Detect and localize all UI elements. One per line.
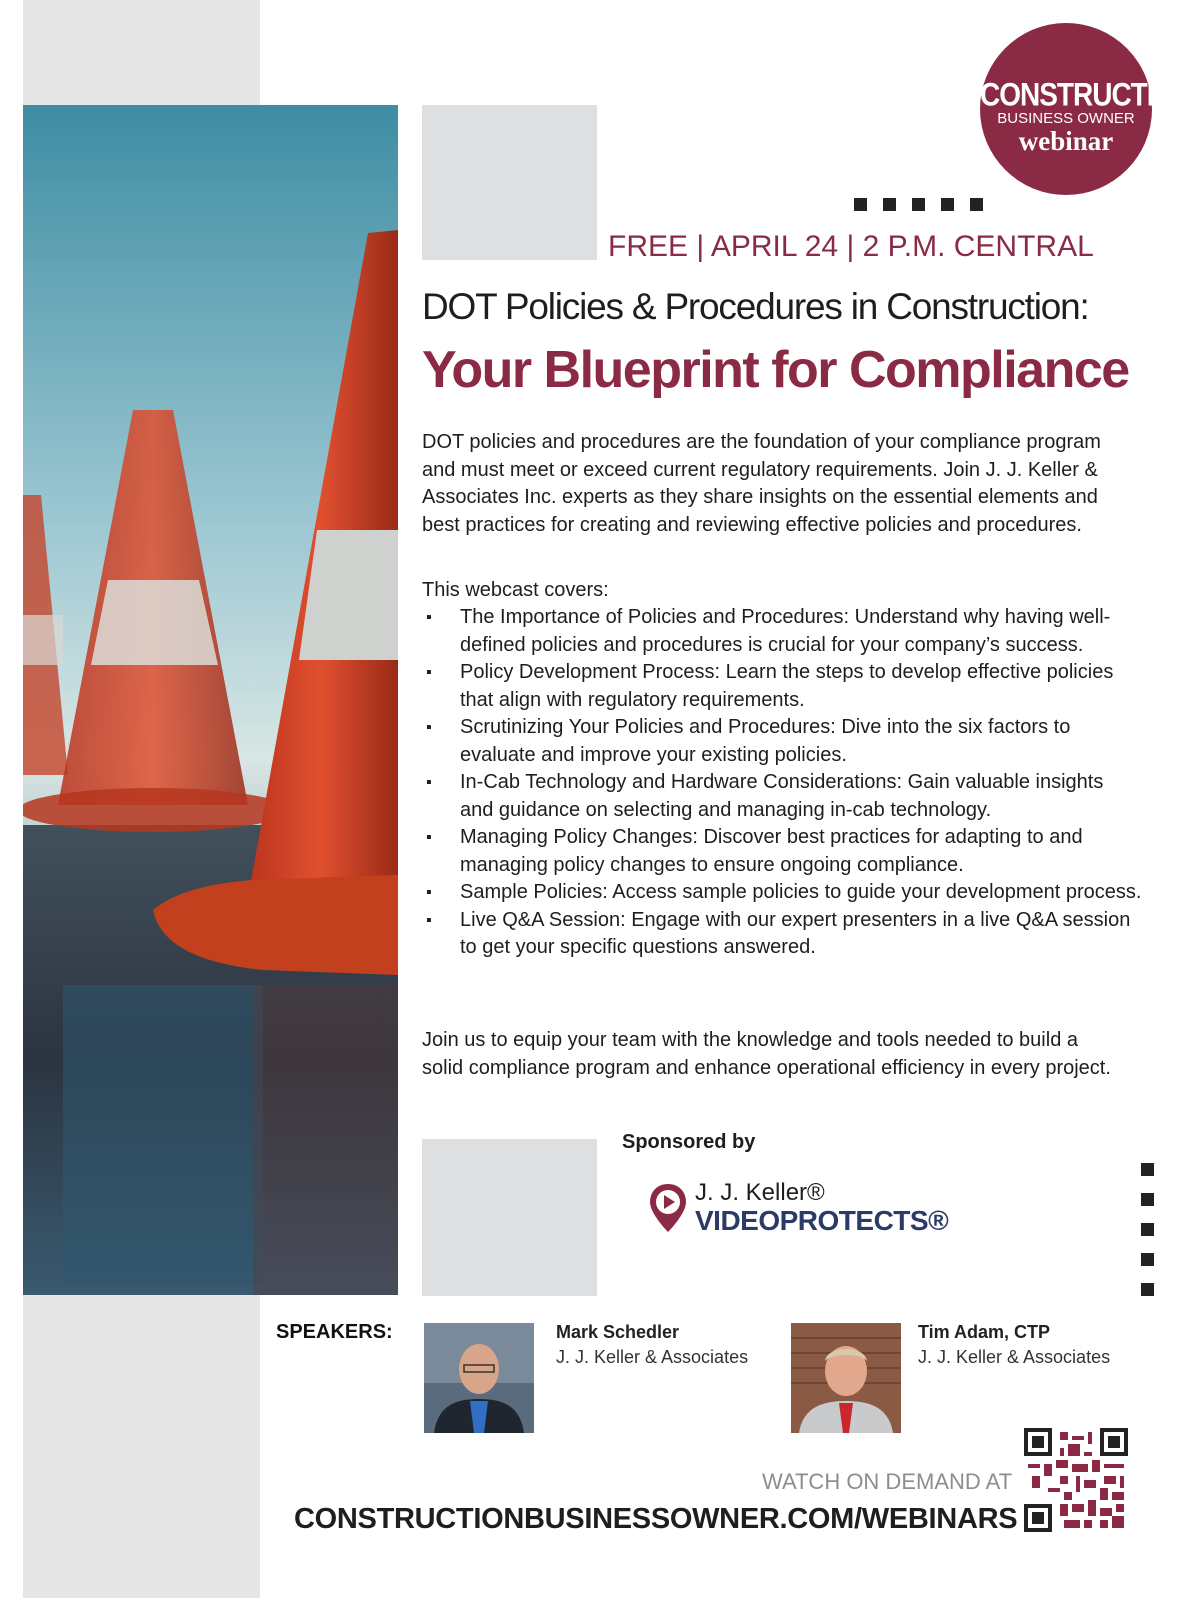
speaker-name: Tim Adam, CTP xyxy=(918,1322,1051,1342)
hero-cones-image xyxy=(23,105,398,1295)
covers-list xyxy=(422,604,1142,962)
badge-line-1: CONSTRUCTION xyxy=(980,76,1194,113)
list-item-text: Sample Policies: Access sample policies to guide your development process. xyxy=(460,881,1142,903)
decorative-gray-box-top xyxy=(422,105,597,260)
list-item-text: Live Q&A Session: Engage with our expert presenters in a live Q&A session to get your specific questions answered. xyxy=(460,908,1131,958)
page-title: Your Blueprint for Compliance xyxy=(422,341,1129,399)
speaker-name: Mark Schedler xyxy=(556,1322,680,1342)
speakers-label: SPEAKERS: xyxy=(276,1321,393,1343)
speaker-org: J. J. Keller & Associates xyxy=(918,1347,1111,1367)
sponsor-name-line-1: J. J. Keller® xyxy=(695,1179,825,1206)
closing-paragraph: Join us to equip your team with the knowledge and tools needed to build a solid compliance program and enhance operational efficiency in every project. xyxy=(422,1029,1111,1079)
intro-paragraph: DOT policies and procedures are the foundation of your compliance program and must meet or exceed current regulatory requirements. Join J. J. Keller & Associates Inc. experts as they share insights on the essential elements and best practices for creating and reviewing effective policies and procedures. xyxy=(422,431,1101,536)
covers-label: This webcast covers: xyxy=(422,579,609,601)
list-item xyxy=(422,659,1142,714)
sponsor-name-line-2: VIDEOPROTECTS® xyxy=(695,1205,949,1236)
construction-business-owner-webinar-badge xyxy=(980,23,1194,195)
list-item xyxy=(422,604,1142,659)
play-pin-icon xyxy=(648,1182,688,1234)
webinar-url-link[interactable]: CONSTRUCTIONBUSINESSOWNER.COM/WEBINARS xyxy=(294,1503,1018,1535)
headline: DOT Policies & Procedures in Construction: xyxy=(422,286,1089,327)
bullet-icon: ▪ xyxy=(426,664,432,681)
speaker-org: J. J. Keller & Associates xyxy=(556,1347,749,1367)
bullet-icon: ▪ xyxy=(426,911,432,929)
list-item-text: Scrutinizing Your Policies and Procedures: Dive into the six factors to evaluate and improve your existing policies. xyxy=(460,716,1071,766)
decorative-gray-box-bottom xyxy=(422,1139,597,1296)
event-date-line: FREE | APRIL 24 | 2 P.M. CENTRAL xyxy=(608,230,1094,263)
list-item-text: Managing Policy Changes: Discover best practices for adapting to and managing policy changes to ensure ongoing compliance. xyxy=(460,826,1083,876)
list-item xyxy=(422,824,1142,879)
speaker-photo-tim-adam xyxy=(791,1323,901,1433)
list-item-text: The Importance of Policies and Procedures: Understand why having well-defined policies and procedures is crucial for your company’s success. xyxy=(460,606,1111,656)
bullet-icon: ▪ xyxy=(426,609,432,626)
bullet-icon: ▪ xyxy=(426,774,432,791)
watch-on-demand-label: WATCH ON DEMAND AT xyxy=(762,1469,1013,1494)
list-item-text: In-Cab Technology and Hardware Considerations: Gain valuable insights and guidance on selecting and managing in-cab technology. xyxy=(460,771,1104,821)
sponsored-by-label: Sponsored by xyxy=(622,1131,756,1153)
list-item xyxy=(422,714,1142,769)
list-item xyxy=(422,907,1142,962)
list-item-text: Policy Development Process: Learn the steps to develop effective policies that align with regulatory requirements. xyxy=(460,661,1114,711)
qr-code-icon[interactable] xyxy=(1024,1428,1128,1532)
sponsor-logo[interactable] xyxy=(648,1178,968,1238)
list-item xyxy=(422,879,1142,907)
list-item xyxy=(422,769,1142,824)
bullet-icon: ▪ xyxy=(426,829,432,846)
badge-line-2: BUSINESS OWNER xyxy=(997,110,1135,127)
speaker-photo-mark-schedler xyxy=(424,1323,534,1433)
bullet-icon: ▪ xyxy=(426,884,432,901)
bullet-icon: ▪ xyxy=(426,719,432,736)
badge-line-3: webinar xyxy=(1018,126,1114,156)
